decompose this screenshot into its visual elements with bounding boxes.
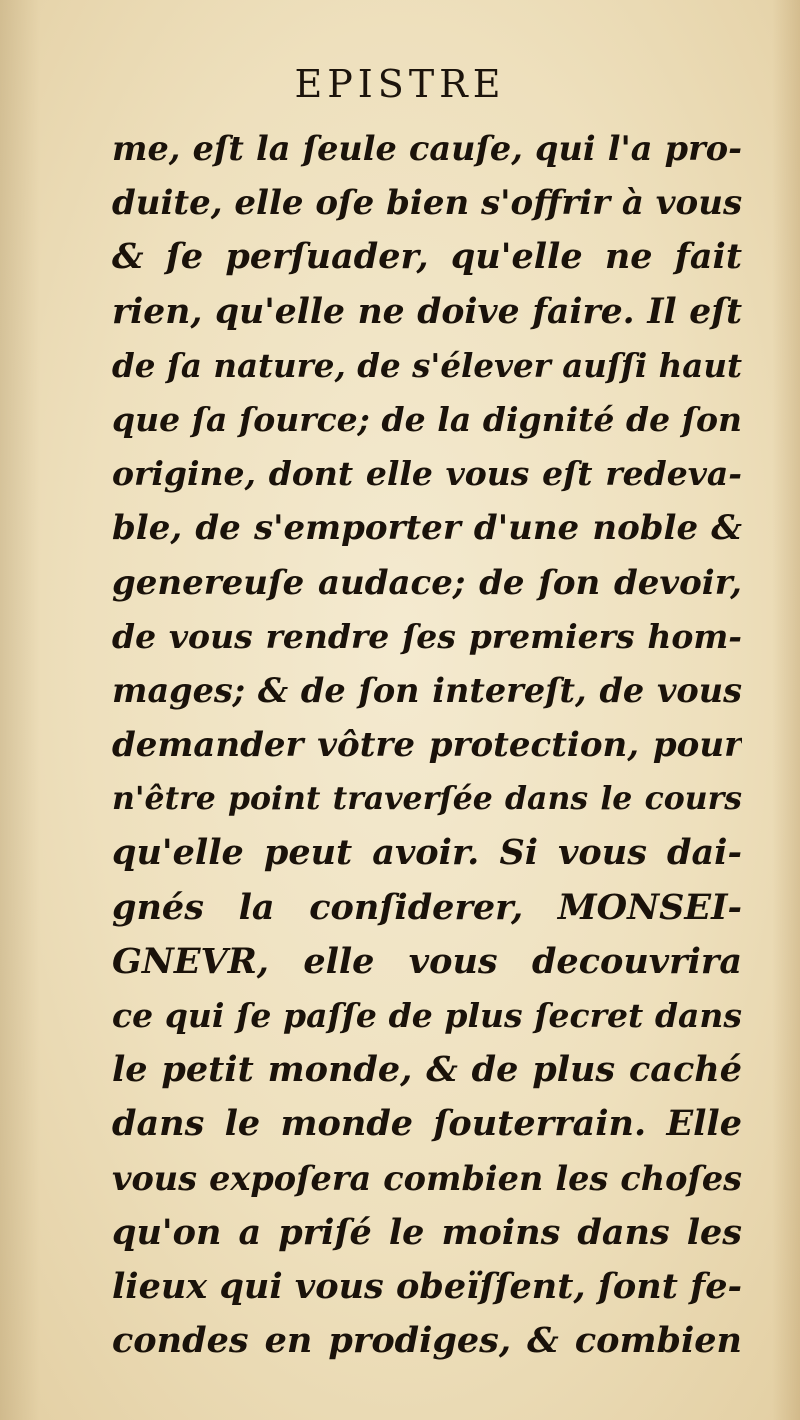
body-text [112, 122, 742, 1368]
text-line: qu'elle peut avoir. Si vous dai- [112, 832, 742, 874]
text-line: dans le monde ſouterrain. Elle [112, 1103, 742, 1145]
text-line: GNEVR, elle vous decouvrira [112, 940, 742, 982]
text-line: gnés la conſiderer, MONSEI- [112, 886, 742, 928]
text-line: & ſe perſuader, qu'elle ne fait [112, 236, 742, 278]
text-line: me, eſt la ſeule cauſe, qui l'a pro- [112, 129, 742, 168]
text-line: lieux qui vous obeïſſent, ſont fe- [112, 1265, 742, 1307]
text-line: demander vôtre protection, pour [112, 725, 742, 766]
text-line: origine, dont elle vous eſt redeva- [112, 454, 742, 494]
page-edge-shadow [772, 0, 800, 1420]
running-title: EPISTRE [294, 62, 506, 106]
text-line: duite, elle oſe bien s'offrir à vous [112, 183, 742, 224]
text-line: ce qui ſe paſſe de plus ſecret dans [112, 996, 742, 1035]
text-line: le petit monde, & de plus caché [112, 1049, 742, 1091]
text-line: vous expoſera combien les choſes [112, 1158, 742, 1198]
text-line: genereuſe audace; de ſon devoir, [112, 562, 742, 603]
text-line: condes en prodiges, & combien [112, 1320, 742, 1362]
text-line: n'être point traverſée dans le cours [112, 780, 742, 818]
page-gutter-shadow [0, 0, 40, 1420]
text-line: de ſa nature, de s'élever auſſi haut [112, 345, 742, 385]
text-line: que ſa ſource; de la dignité de ſon [112, 399, 742, 439]
text-line: qu'on a priſé le moins dans les [112, 1211, 742, 1253]
text-line: mages; & de ſon intereſt, de vous [112, 670, 742, 710]
text-line: ble, de s'emporter d'une noble & [112, 508, 742, 549]
text-line: de vous rendre ſes premiers hom- [112, 616, 742, 656]
text-line: rien, qu'elle ne doive faire. Il eſt [112, 291, 742, 332]
